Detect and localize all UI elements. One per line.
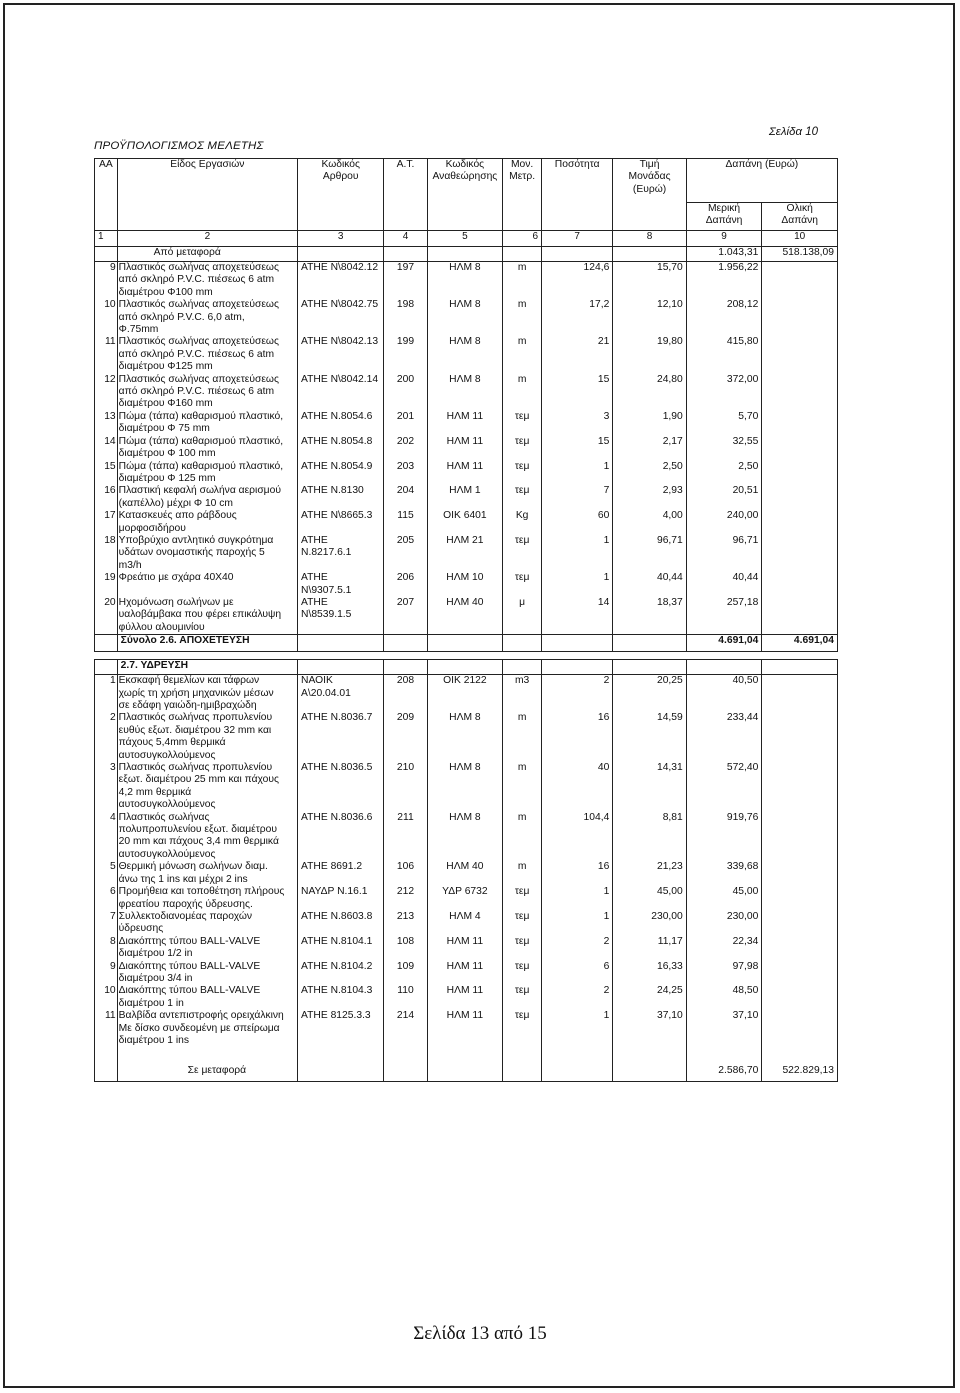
item-total-cost [762, 461, 838, 486]
item-number: 2 [95, 712, 118, 762]
item-partial-cost: 372,00 [686, 374, 762, 411]
item-partial-cost: 40,50 [686, 675, 762, 713]
section-title-row [95, 660, 838, 675]
item-at: 110 [384, 985, 427, 1010]
column-number-row [95, 231, 838, 247]
item-unit: τεμ [503, 461, 542, 486]
item-quantity: 60 [542, 510, 613, 535]
item-quantity: 15 [542, 436, 613, 461]
item-quantity: 2 [542, 936, 613, 961]
item-row [95, 336, 838, 373]
item-unit: τεμ [503, 1010, 542, 1047]
item-quantity: 1 [542, 572, 613, 597]
item-unit-price: 11,17 [613, 936, 686, 961]
item-unit-price: 14,31 [613, 762, 686, 812]
item-code: ΑΤΗΕ Ν\8539.1.5 [298, 597, 384, 635]
item-unit: m [503, 861, 542, 886]
item-unit-price: 14,59 [613, 712, 686, 762]
item-unit: τεμ [503, 436, 542, 461]
spacer-row [95, 652, 838, 660]
item-partial-cost: 572,40 [686, 762, 762, 812]
item-number: 4 [95, 812, 118, 862]
item-number: 10 [95, 299, 118, 336]
item-row [95, 961, 838, 986]
item-unit: τεμ [503, 411, 542, 436]
item-at: 202 [384, 436, 427, 461]
header-code: Κωδικός Αρθρου [321, 159, 360, 183]
item-code: ΑΤΗΕ Ν.8217.6.1 [298, 535, 384, 572]
item-unit: m [503, 712, 542, 762]
item-number: 8 [95, 936, 118, 961]
item-partial-cost: 1.956,22 [686, 262, 762, 300]
item-unit-price: 21,23 [613, 861, 686, 886]
item-code: ΑΤΗΕ Ν.8054.9 [298, 461, 384, 486]
item-partial-cost: 40,44 [686, 572, 762, 597]
item-partial-cost: 339,68 [686, 861, 762, 886]
item-revision-code: ΗΛΜ 11 [427, 961, 503, 986]
item-revision-code: ΗΛΜ 21 [427, 535, 503, 572]
item-number: 20 [95, 597, 118, 635]
item-total-cost [762, 262, 838, 300]
item-revision-code: ΗΛΜ 11 [427, 411, 503, 436]
carried-forward-label: Από μεταφορά [117, 247, 297, 262]
item-code: ΑΤΗΕ Ν.8054.6 [298, 411, 384, 436]
page-footer: Σελίδα 13 από 15 [413, 1323, 547, 1344]
item-total-cost [762, 485, 838, 510]
item-at: 214 [384, 1010, 427, 1047]
header-rev-code: Κωδικός Αναθεώρησης [432, 159, 498, 183]
item-code: ΑΤΗΕ Ν\8665.3 [298, 510, 384, 535]
colnum: 5 [427, 231, 503, 247]
colnum: 1 [95, 231, 118, 247]
item-row [95, 374, 838, 411]
item-total-cost [762, 535, 838, 572]
item-row [95, 411, 838, 436]
item-at: 106 [384, 861, 427, 886]
item-quantity: 16 [542, 861, 613, 886]
item-row [95, 262, 838, 300]
item-number: 7 [95, 911, 118, 936]
item-code: ΑΤΗΕ Ν.8036.6 [298, 812, 384, 862]
item-quantity: 2 [542, 985, 613, 1010]
carried-to-total: 522.829,13 [762, 1047, 838, 1081]
item-unit-price: 8,81 [613, 812, 686, 862]
budget-table [94, 158, 838, 1082]
item-description: Πλαστικός σωλήνας προπυλενίου εξωτ. διαμέτρου 25 mm και πάχους 4,2 mm θερμικά αυτοσυγκολλούμενος [117, 762, 297, 812]
item-unit: m [503, 812, 542, 862]
header-cost-group: Δαπάνη (Ευρώ) [725, 159, 799, 170]
item-unit: τεμ [503, 535, 542, 572]
item-code: ΝΑΟΙΚ Α\20.04.01 [298, 675, 384, 713]
item-unit-price: 12,10 [613, 299, 686, 336]
item-revision-code: ΟΙΚ 6401 [427, 510, 503, 535]
item-unit-price: 4,00 [613, 510, 686, 535]
item-at: 212 [384, 886, 427, 911]
item-unit-price: 2,17 [613, 436, 686, 461]
item-description: Πώμα (τάπα) καθαρισμού πλαστικό, διαμέτρου Φ 75 mm [117, 411, 297, 436]
item-code: ΑΤΗΕ Ν.8104.3 [298, 985, 384, 1010]
item-code: ΑΤΗΕ Ν.8104.2 [298, 961, 384, 986]
item-number: 17 [95, 510, 118, 535]
item-unit: τεμ [503, 485, 542, 510]
item-unit-price: 16,33 [613, 961, 686, 986]
item-at: 207 [384, 597, 427, 635]
item-total-cost [762, 510, 838, 535]
item-revision-code: ΗΛΜ 11 [427, 461, 503, 486]
carried-forward-partial: 1.043,31 [686, 247, 762, 262]
item-unit: m [503, 374, 542, 411]
header-unit-price: Τιμή Μονάδας (Ευρώ) [628, 159, 671, 195]
item-revision-code: ΗΛΜ 11 [427, 936, 503, 961]
item-unit: τεμ [503, 936, 542, 961]
item-unit-price: 1,90 [613, 411, 686, 436]
item-unit: τεμ [503, 961, 542, 986]
item-code: ΑΤΗΕ Ν.8054.8 [298, 436, 384, 461]
header-total: Ολική Δαπάνη [781, 203, 818, 227]
item-revision-code: ΟΙΚ 2122 [427, 675, 503, 713]
item-revision-code: ΗΛΜ 4 [427, 911, 503, 936]
item-partial-cost: 5,70 [686, 411, 762, 436]
item-unit: m [503, 762, 542, 812]
item-total-cost [762, 812, 838, 862]
item-revision-code: ΥΔΡ 6732 [427, 886, 503, 911]
item-number: 9 [95, 262, 118, 300]
item-revision-code: ΗΛΜ 40 [427, 597, 503, 635]
item-description: Θερμική μόνωση σωλήνων διαμ. άνω της 1 ins και μέχρι 2 ins [117, 861, 297, 886]
item-description: Διακόπτης τύπου BALL-VALVE διαμέτρου 1/2 in [117, 936, 297, 961]
item-code: ΑΤΗΕ Ν.8036.5 [298, 762, 384, 812]
item-row [95, 572, 838, 597]
item-unit: m [503, 262, 542, 300]
item-description: Προμήθεια και τοποθέτηση πλήρους φρεατίου παροχής ύδρευσης. [117, 886, 297, 911]
item-at: 210 [384, 762, 427, 812]
item-partial-cost: 233,44 [686, 712, 762, 762]
item-row [95, 985, 838, 1010]
item-description: Διακόπτης τύπου BALL-VALVE διαμέτρου 3/4 in [117, 961, 297, 986]
item-revision-code: ΗΛΜ 8 [427, 762, 503, 812]
item-at: 209 [384, 712, 427, 762]
item-code: ΑΤΗΕ 8691.2 [298, 861, 384, 886]
item-total-cost [762, 436, 838, 461]
item-quantity: 7 [542, 485, 613, 510]
item-row [95, 886, 838, 911]
item-unit-price: 2,50 [613, 461, 686, 486]
header-unit: Μον. Μετρ. [509, 159, 536, 183]
item-total-cost [762, 299, 838, 336]
item-total-cost [762, 374, 838, 411]
item-code: ΑΤΗΕ Ν.8603.8 [298, 911, 384, 936]
item-revision-code: ΗΛΜ 11 [427, 1010, 503, 1047]
item-quantity: 1 [542, 911, 613, 936]
carried-to-label: Σε μεταφορά [117, 1047, 297, 1081]
item-partial-cost: 208,12 [686, 299, 762, 336]
item-description: Πώμα (τάπα) καθαρισμού πλαστικό, διαμέτρου Φ 125 mm [117, 461, 297, 486]
colnum: 4 [384, 231, 427, 247]
item-row [95, 485, 838, 510]
item-number: 12 [95, 374, 118, 411]
item-row [95, 812, 838, 862]
item-revision-code: ΗΛΜ 8 [427, 299, 503, 336]
item-revision-code: ΗΛΜ 8 [427, 336, 503, 373]
item-code: ΑΤΗΕ Ν\9307.5.1 [298, 572, 384, 597]
item-at: 204 [384, 485, 427, 510]
item-partial-cost: 97,98 [686, 961, 762, 986]
item-number: 13 [95, 411, 118, 436]
item-quantity: 40 [542, 762, 613, 812]
item-revision-code: ΗΛΜ 11 [427, 436, 503, 461]
item-at: 201 [384, 411, 427, 436]
header-aa: ΑΑ [98, 159, 113, 170]
item-total-cost [762, 675, 838, 713]
item-code: ΑΤΗΕ Ν\8042.14 [298, 374, 384, 411]
item-total-cost [762, 597, 838, 635]
item-total-cost [762, 961, 838, 986]
item-unit: m3 [503, 675, 542, 713]
item-at: 115 [384, 510, 427, 535]
item-revision-code: ΗΛΜ 8 [427, 262, 503, 300]
item-at: 108 [384, 936, 427, 961]
carried-forward-total: 518.138,09 [762, 247, 838, 262]
item-number: 11 [95, 1010, 118, 1047]
item-revision-code: ΗΛΜ 11 [427, 985, 503, 1010]
item-quantity: 17,2 [542, 299, 613, 336]
item-total-cost [762, 861, 838, 886]
item-code: ΑΤΗΕ 8125.3.3 [298, 1010, 384, 1047]
section-total-total: 4.691,04 [762, 635, 838, 652]
carried-forward-row [95, 247, 838, 262]
item-code: ΑΤΗΕ Ν\8042.12 [298, 262, 384, 300]
item-total-cost [762, 886, 838, 911]
item-partial-cost: 96,71 [686, 535, 762, 572]
colnum: 6 [503, 231, 542, 247]
item-at: 206 [384, 572, 427, 597]
item-at: 199 [384, 336, 427, 373]
item-unit: m [503, 299, 542, 336]
item-at: 109 [384, 961, 427, 986]
item-code: ΑΤΗΕ Ν.8130 [298, 485, 384, 510]
item-row [95, 461, 838, 486]
item-row [95, 936, 838, 961]
item-quantity: 16 [542, 712, 613, 762]
item-at: 205 [384, 535, 427, 572]
item-total-cost [762, 1010, 838, 1047]
item-quantity: 2 [542, 675, 613, 713]
item-number: 6 [95, 886, 118, 911]
item-total-cost [762, 762, 838, 812]
item-row [95, 861, 838, 886]
item-description: Διακόπτης τύπου BALL-VALVE διαμέτρου 1 in [117, 985, 297, 1010]
item-unit: τεμ [503, 572, 542, 597]
item-at: 198 [384, 299, 427, 336]
item-partial-cost: 48,50 [686, 985, 762, 1010]
item-row [95, 510, 838, 535]
item-description: Βαλβίδα αντεπιστροφής ορειχάλκινη Με δίσκο συνδεομένη με σπείρωμα διαμέτρου 1 ins [117, 1010, 297, 1047]
item-quantity: 21 [542, 336, 613, 373]
item-description: Εκσκαφή θεμελίων και τάφρων χωρίς τη χρήση μηχανικών μέσων σε εδάφη γαιώδη-ημιβραχώδη [117, 675, 297, 713]
item-unit: m [503, 336, 542, 373]
item-quantity: 1 [542, 886, 613, 911]
item-number: 16 [95, 485, 118, 510]
item-description: Πλαστικός σωλήνας αποχετεύσεως από σκληρό P.V.C. πιέσεως 6 atm διαμέτρου Φ160 mm [117, 374, 297, 411]
item-quantity: 124,6 [542, 262, 613, 300]
item-unit: Kg [503, 510, 542, 535]
item-revision-code: ΗΛΜ 8 [427, 374, 503, 411]
item-number: 5 [95, 861, 118, 886]
item-number: 14 [95, 436, 118, 461]
item-partial-cost: 240,00 [686, 510, 762, 535]
page-label: Σελίδα 10 [768, 126, 818, 138]
item-revision-code: ΗΛΜ 1 [427, 485, 503, 510]
item-code: ΑΤΗΕ Ν.8104.1 [298, 936, 384, 961]
item-quantity: 104,4 [542, 812, 613, 862]
colnum: 2 [117, 231, 297, 247]
item-unit-price: 19,80 [613, 336, 686, 373]
item-unit-price: 96,71 [613, 535, 686, 572]
header-partial: Μερική Δαπάνη [705, 203, 743, 227]
item-at: 211 [384, 812, 427, 862]
item-total-cost [762, 936, 838, 961]
item-unit-price: 45,00 [613, 886, 686, 911]
item-unit-price: 40,44 [613, 572, 686, 597]
item-description: Πλαστικός σωλήνας αποχετεύσεως από σκληρό P.V.C. 6,0 atm, Φ.75mm [117, 299, 297, 336]
item-unit-price: 15,70 [613, 262, 686, 300]
item-partial-cost: 230,00 [686, 911, 762, 936]
colnum: 7 [542, 231, 613, 247]
item-partial-cost: 257,18 [686, 597, 762, 635]
item-row [95, 911, 838, 936]
carried-to-partial: 2.586,70 [686, 1047, 762, 1081]
colnum: 9 [686, 231, 762, 247]
item-partial-cost: 2,50 [686, 461, 762, 486]
item-description: Κατασκευές απο ράβδους μορφοσιδήρου [117, 510, 297, 535]
item-partial-cost: 415,80 [686, 336, 762, 373]
item-quantity: 1 [542, 1010, 613, 1047]
item-description: Υποβρύχιο αντλητικό συγκρότημα υδάτων ονομαστικής παροχής 5 m3/h [117, 535, 297, 572]
item-total-cost [762, 336, 838, 373]
item-unit-price: 24,25 [613, 985, 686, 1010]
item-row [95, 436, 838, 461]
item-number: 19 [95, 572, 118, 597]
item-unit: τεμ [503, 911, 542, 936]
item-quantity: 6 [542, 961, 613, 986]
section-title: 2.7. ΥΔΡΕΥΣΗ [117, 660, 297, 675]
item-code: ΑΤΗΕ Ν.8036.7 [298, 712, 384, 762]
document-title: ΠΡΟΫΠΟΛΟΓΙΣΜΟΣ ΜΕΛΕΤΗΣ [94, 140, 264, 152]
item-quantity: 1 [542, 461, 613, 486]
item-at: 200 [384, 374, 427, 411]
item-total-cost [762, 911, 838, 936]
section-total-row [95, 635, 838, 652]
section-total-label: Σύνολο 2.6. ΑΠΟΧΕΤΕΥΣΗ [117, 635, 297, 652]
item-row [95, 299, 838, 336]
item-at: 208 [384, 675, 427, 713]
header-qty: Ποσότητα [554, 159, 600, 170]
header-row [95, 159, 838, 203]
item-number: 10 [95, 985, 118, 1010]
header-item: Είδος Εργασιών [170, 159, 245, 170]
item-code: ΝΑΥΔΡ Ν.16.1 [298, 886, 384, 911]
item-unit-price: 20,25 [613, 675, 686, 713]
item-revision-code: ΗΛΜ 40 [427, 861, 503, 886]
item-partial-cost: 20,51 [686, 485, 762, 510]
item-row [95, 1010, 838, 1047]
item-description: Συλλεκτοδιανομέας παροχών ύδρευσης [117, 911, 297, 936]
item-unit-price: 2,93 [613, 485, 686, 510]
item-description: Πλαστική κεφαλή σωλήνα αερισμού (καπέλλο) μέχρι Φ 10 cm [117, 485, 297, 510]
item-number: 15 [95, 461, 118, 486]
item-description: Πλαστικός σωλήνας αποχετεύσεως από σκληρό P.V.C. πιέσεως 6 atm διαμέτρου Φ100 mm [117, 262, 297, 300]
item-quantity: 14 [542, 597, 613, 635]
item-at: 203 [384, 461, 427, 486]
item-total-cost [762, 572, 838, 597]
item-row [95, 712, 838, 762]
item-revision-code: ΗΛΜ 8 [427, 712, 503, 762]
item-partial-cost: 22,34 [686, 936, 762, 961]
item-at: 213 [384, 911, 427, 936]
item-row [95, 675, 838, 713]
item-unit-price: 24,80 [613, 374, 686, 411]
item-description: Πλαστικός σωλήνας προπυλενίου ευθύς εξωτ. διαμέτρου 32 mm και πάχους 5,4mm θερμικά αυτοσυγκολλούμενος [117, 712, 297, 762]
item-revision-code: ΗΛΜ 10 [427, 572, 503, 597]
item-quantity: 1 [542, 535, 613, 572]
item-unit: τεμ [503, 985, 542, 1010]
carried-to-row [95, 1047, 838, 1081]
header-at: Α.Τ. [396, 159, 415, 170]
item-quantity: 3 [542, 411, 613, 436]
item-unit-price: 18,37 [613, 597, 686, 635]
item-partial-cost: 37,10 [686, 1010, 762, 1047]
item-unit: μ [503, 597, 542, 635]
item-row [95, 597, 838, 635]
item-total-cost [762, 411, 838, 436]
item-number: 18 [95, 535, 118, 572]
colnum: 8 [613, 231, 686, 247]
item-unit-price: 37,10 [613, 1010, 686, 1047]
colnum: 3 [298, 231, 384, 247]
item-total-cost [762, 712, 838, 762]
item-description: Φρεάτιο με σχάρα 40Χ40 [117, 572, 297, 597]
item-description: Πλαστικός σωλήνας πολυπροπυλενίου εξωτ. διαμέτρου 20 mm και πάχους 3,4 mm θερμικά αυτοσυγκολλούμενος [117, 812, 297, 862]
item-description: Πλαστικός σωλήνας αποχετεύσεως από σκληρό P.V.C. πιέσεως 6 atm διαμέτρου Φ125 mm [117, 336, 297, 373]
item-at: 197 [384, 262, 427, 300]
item-code: ΑΤΗΕ Ν\8042.13 [298, 336, 384, 373]
item-unit: τεμ [503, 886, 542, 911]
item-partial-cost: 32,55 [686, 436, 762, 461]
item-number: 11 [95, 336, 118, 373]
item-number: 1 [95, 675, 118, 713]
item-number: 9 [95, 961, 118, 986]
item-partial-cost: 45,00 [686, 886, 762, 911]
item-unit-price: 230,00 [613, 911, 686, 936]
colnum: 10 [762, 231, 838, 247]
item-revision-code: ΗΛΜ 8 [427, 812, 503, 862]
item-number: 3 [95, 762, 118, 812]
item-total-cost [762, 985, 838, 1010]
item-partial-cost: 919,76 [686, 812, 762, 862]
item-row [95, 535, 838, 572]
item-description: Πώμα (τάπα) καθαρισμού πλαστικό, διαμέτρου Φ 100 mm [117, 436, 297, 461]
item-quantity: 15 [542, 374, 613, 411]
item-description: Ηχομόνωση σωλήνων με υαλοβάμβακα που φέρει επικάλυψη φύλλου αλουμινίου [117, 597, 297, 635]
item-code: ΑΤΗΕ Ν\8042.75 [298, 299, 384, 336]
item-row [95, 762, 838, 812]
section-total-partial: 4.691,04 [686, 635, 762, 652]
